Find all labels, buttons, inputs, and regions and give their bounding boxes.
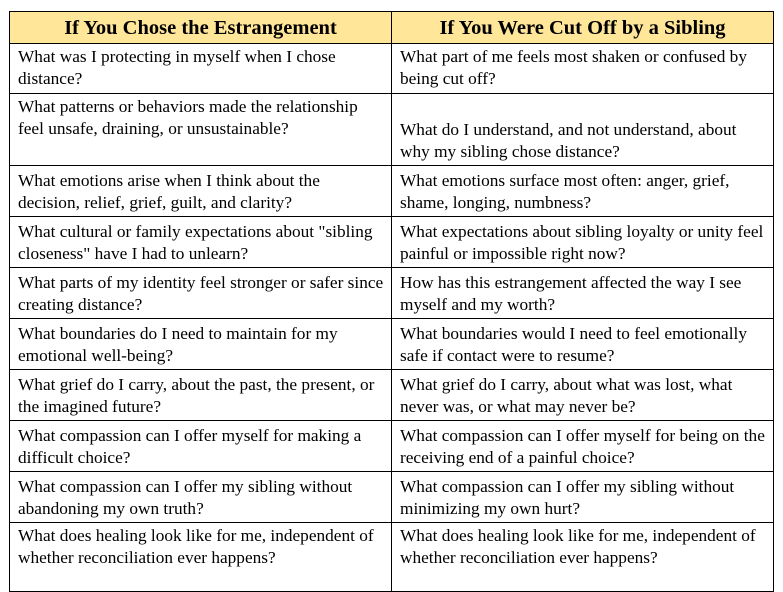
header-cut-off-by-sibling: If You Were Cut Off by a Sibling [392, 12, 774, 44]
question-cutoff-expectations: What expectations about sibling loyalty or unity feel painful or impossible right now? [392, 217, 774, 268]
table-row [10, 370, 774, 421]
table-row [10, 268, 774, 319]
question-chose-identity: What parts of my identity feel stronger or safer since creating distance? [10, 268, 392, 319]
header-chose-estrangement: If You Chose the Estrangement [10, 12, 392, 44]
table-row [10, 166, 774, 217]
question-cutoff-sibling-compassion: What compassion can I offer my sibling without minimizing my own hurt? [392, 472, 774, 523]
table-row [10, 523, 774, 592]
table-row [10, 217, 774, 268]
question-cutoff-identity: How has this estrangement affected the way I see myself and my worth? [392, 268, 774, 319]
reflection-questions-table [9, 11, 774, 592]
header-row [10, 12, 774, 44]
question-chose-boundaries: What boundaries do I need to maintain for my emotional well-being? [10, 319, 392, 370]
table-row [10, 421, 774, 472]
question-chose-self-compassion: What compassion can I offer myself for making a difficult choice? [10, 421, 392, 472]
question-chose-protecting: What was I protecting in myself when I chose distance? [10, 44, 392, 94]
question-chose-healing: What does healing look like for me, independent of whether reconciliation ever happens? [10, 523, 392, 592]
question-cutoff-self-compassion: What compassion can I offer myself for being on the receiving end of a painful choice? [392, 421, 774, 472]
question-cutoff-understand: What do I understand, and not understand, about why my sibling chose distance? [392, 94, 774, 166]
question-cutoff-grief: What grief do I carry, about what was lost, what never was, or what may never be? [392, 370, 774, 421]
question-chose-grief: What grief do I carry, about the past, the present, or the imagined future? [10, 370, 392, 421]
question-cutoff-shaken: What part of me feels most shaken or confused by being cut off? [392, 44, 774, 94]
question-chose-sibling-compassion: What compassion can I offer my sibling without abandoning my own truth? [10, 472, 392, 523]
question-chose-expectations: What cultural or family expectations about "sibling closeness" have I had to unlearn? [10, 217, 392, 268]
question-chose-patterns: What patterns or behaviors made the relationship feel unsafe, draining, or unsustainable? [10, 94, 392, 166]
table-row [10, 94, 774, 166]
question-cutoff-boundaries: What boundaries would I need to feel emotionally safe if contact were to resume? [392, 319, 774, 370]
question-chose-emotions: What emotions arise when I think about the decision, relief, grief, guilt, and clarity? [10, 166, 392, 217]
table-row [10, 472, 774, 523]
table-row [10, 44, 774, 94]
table-row [10, 319, 774, 370]
question-cutoff-emotions: What emotions surface most often: anger, grief, shame, longing, numbness? [392, 166, 774, 217]
question-cutoff-healing: What does healing look like for me, independent of whether reconciliation ever happens? [392, 523, 774, 592]
